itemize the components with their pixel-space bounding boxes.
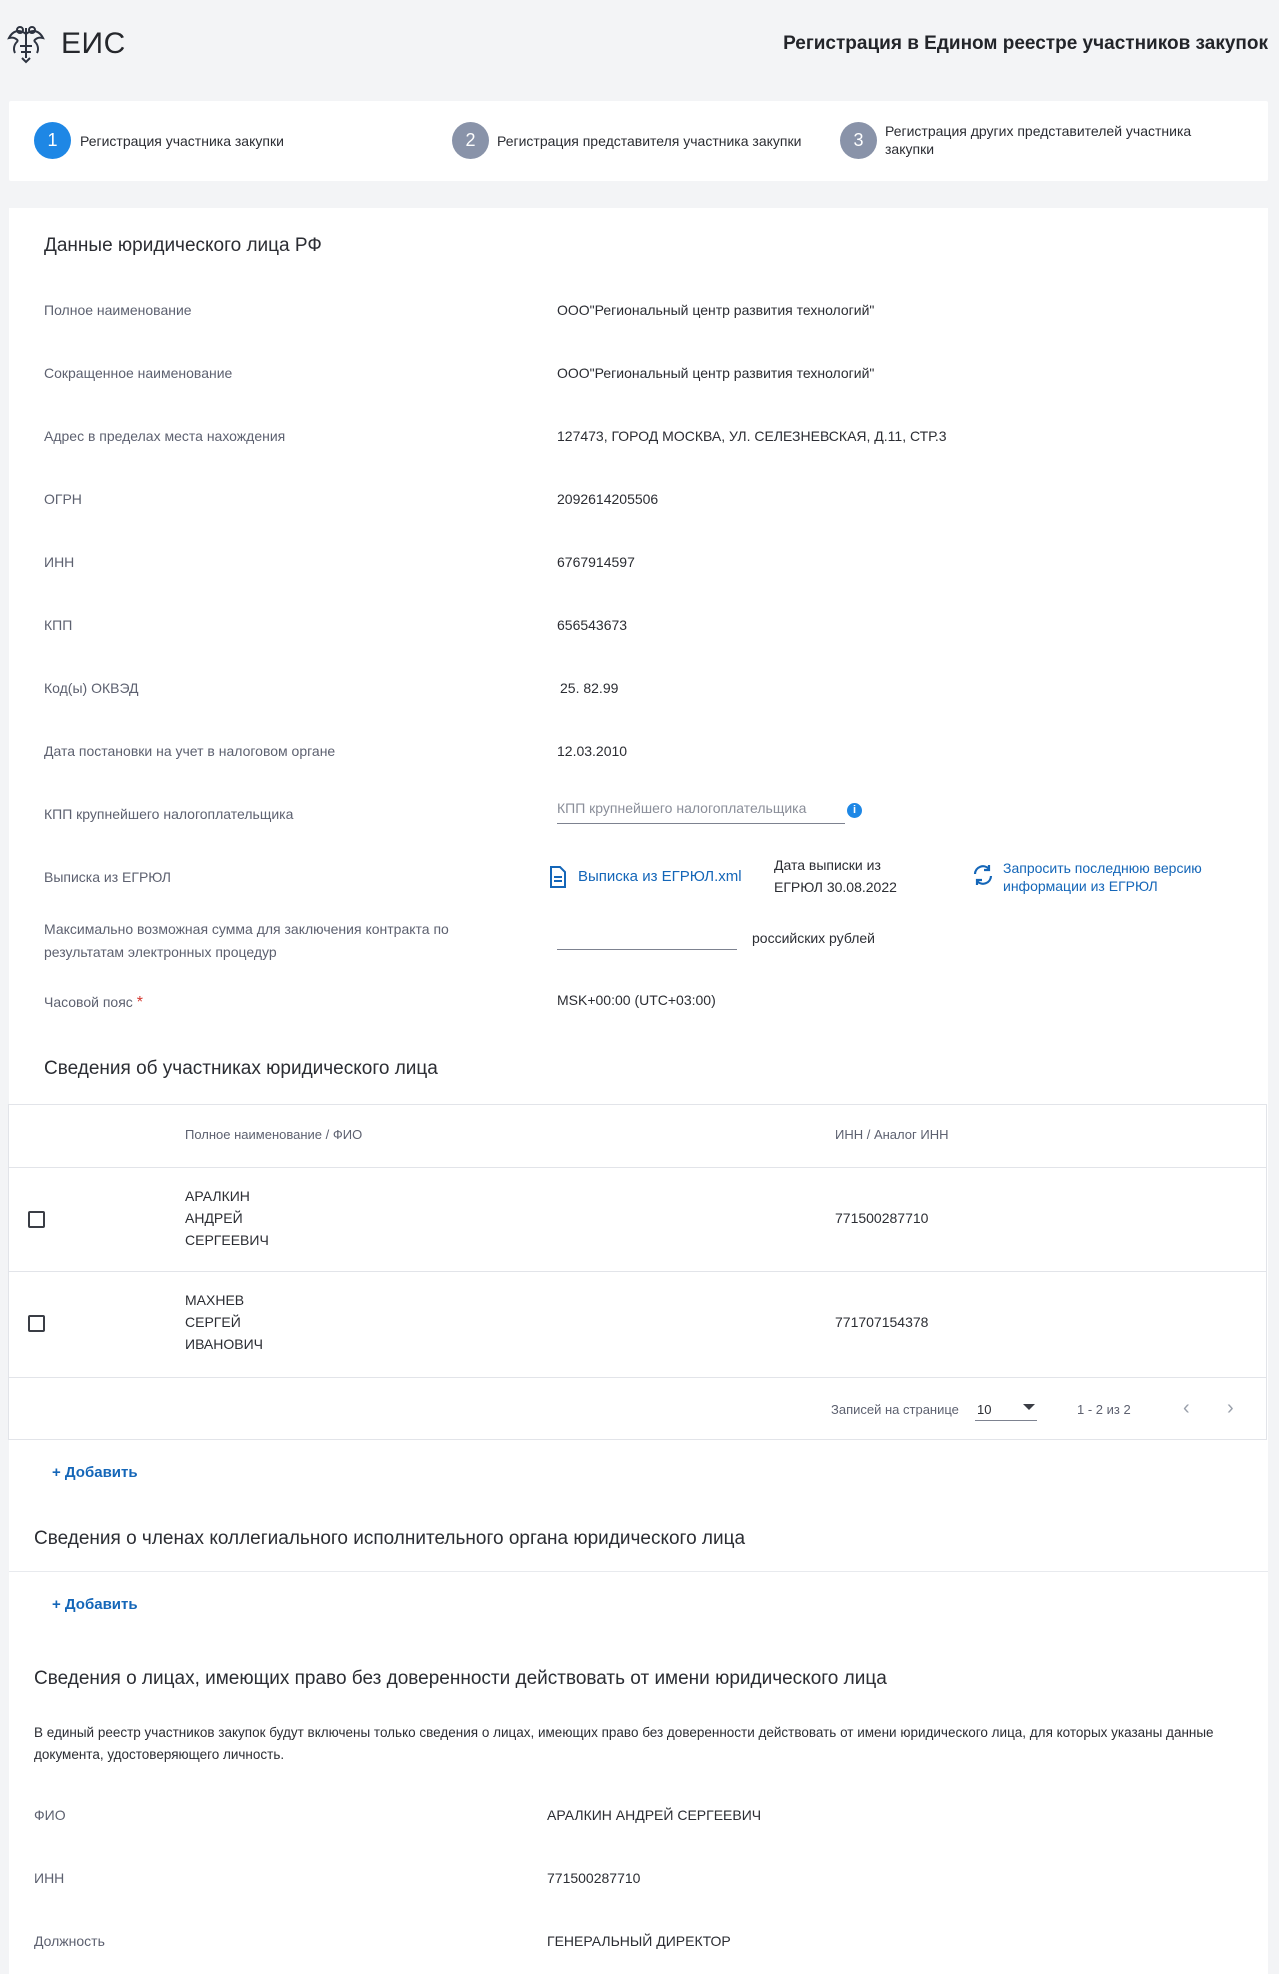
brand-name[interactable]: ЕИС xyxy=(61,27,126,60)
refresh-egrul-link-line1[interactable]: Запросить последнюю версию xyxy=(1003,860,1202,876)
step-1-label[interactable]: Регистрация участника закупки xyxy=(80,133,284,149)
timezone-label-text: Часовой пояс xyxy=(44,994,133,1010)
field-value-timezone[interactable]: MSK+00:00 (UTC+03:00) xyxy=(557,992,716,1008)
document-icon xyxy=(548,865,568,889)
eagle-emblem-icon[interactable] xyxy=(6,22,46,64)
per-page-label: Записей на странице xyxy=(831,1402,959,1417)
field-value-full-name: ООО"Региональный центр развития технологий" xyxy=(557,302,875,318)
field-label-kpp: КПП xyxy=(44,617,73,633)
info-icon[interactable]: i xyxy=(847,803,862,818)
egrul-file-link[interactable]: Выписка из ЕГРЮЛ.xml xyxy=(578,868,742,885)
registration-stepper xyxy=(9,101,1268,181)
field-label-address: Адрес в пределах места нахождения xyxy=(44,428,286,444)
field-label-kpp-largest: КПП крупнейшего налогоплательщика xyxy=(44,806,294,822)
field-value-short-name: ООО"Региональный центр развития технологий" xyxy=(557,365,875,381)
row-checkbox[interactable] xyxy=(28,1211,45,1228)
chevron-down-icon xyxy=(1023,1404,1035,1410)
max-sum-unit: российских рублей xyxy=(752,930,875,946)
participant-name-line3: ИВАНОВИЧ xyxy=(185,1336,264,1352)
egrul-date-line2: ЕГРЮЛ 30.08.2022 xyxy=(774,879,897,895)
chevron-left-icon[interactable]: ‹ xyxy=(1183,1397,1190,1419)
add-participant-button[interactable]: + Добавить xyxy=(52,1464,138,1481)
field-label-full-name: Полное наименование xyxy=(44,302,192,318)
chevron-right-icon[interactable]: › xyxy=(1227,1397,1234,1419)
section-divider xyxy=(9,1571,1268,1572)
field-label-fio: ФИО xyxy=(34,1807,66,1823)
field-value-inn: 6767914597 xyxy=(557,554,635,570)
per-page-select[interactable] xyxy=(975,1397,1037,1421)
refresh-egrul-link-line2[interactable]: информации из ЕГРЮЛ xyxy=(1003,878,1158,894)
page-title: Регистрация в Едином реестре участников закупок xyxy=(783,33,1268,54)
row-checkbox[interactable] xyxy=(28,1315,45,1332)
field-value-fio: АРАЛКИН АНДРЕЙ СЕРГЕЕВИЧ xyxy=(547,1807,762,1823)
field-label-egrul: Выписка из ЕГРЮЛ xyxy=(44,869,171,885)
field-label-inn: ИНН xyxy=(44,554,75,570)
participants-table xyxy=(8,1104,1267,1440)
participant-name-line1: МАХНЕВ xyxy=(185,1292,245,1308)
field-value-kpp: 656543673 xyxy=(557,617,628,633)
step-2-label[interactable]: Регистрация представителя участника закупки xyxy=(497,133,802,149)
field-label-max-sum-line1: Максимально возможная сумма для заключения контракта по xyxy=(44,921,449,937)
participant-name-line2: АНДРЕЙ xyxy=(185,1210,243,1226)
field-label-okved: Код(ы) ОКВЭД xyxy=(44,680,139,696)
egrul-date-line1: Дата выписки из xyxy=(774,857,881,873)
step-3-number[interactable]: 3 xyxy=(840,122,877,159)
per-page-value: 10 xyxy=(977,1402,992,1417)
field-value-address: 127473, ГОРОД МОСКВА, УЛ. СЕЛЕЗНЕВСКАЯ, Д.11, СТР.3 xyxy=(557,428,947,444)
step-3-label[interactable]: Регистрация других представителей участника закупки xyxy=(885,123,1192,157)
add-collegial-member-button[interactable]: + Добавить xyxy=(52,1596,138,1613)
section-title-collegial: Сведения о членах коллегиального исполнительного органа юридического лица xyxy=(34,1528,746,1549)
max-sum-input[interactable] xyxy=(557,922,737,950)
step-1-number[interactable]: 1 xyxy=(34,122,71,159)
field-value-position: ГЕНЕРАЛЬНЫЙ ДИРЕКТОР xyxy=(547,1933,731,1949)
section-title-participants: Сведения об участниках юридического лица xyxy=(44,1058,438,1079)
field-label-authorized-inn: ИНН xyxy=(34,1870,65,1886)
participant-name-line3: СЕРГЕЕВИЧ xyxy=(185,1232,269,1248)
field-label-timezone xyxy=(44,991,143,1014)
section-title-authorized: Сведения о лицах, имеющих право без доверенности действовать от имени юридического лица xyxy=(34,1668,887,1689)
step-2-number[interactable]: 2 xyxy=(452,122,489,159)
participant-inn: 771707154378 xyxy=(835,1314,929,1330)
field-label-max-sum-line2: результатам электронных процедур xyxy=(44,944,277,960)
kpp-largest-input[interactable]: КПП крупнейшего налогоплательщика xyxy=(557,796,845,824)
section-title-legal-entity: Данные юридического лица РФ xyxy=(44,235,322,256)
participant-name-line1: АРАЛКИН xyxy=(185,1188,250,1204)
pagination-range: 1 - 2 из 2 xyxy=(1077,1402,1131,1417)
row-divider xyxy=(9,1271,1266,1272)
participant-inn: 771500287710 xyxy=(835,1210,929,1226)
registration-form xyxy=(9,208,1268,1974)
column-header-name[interactable]: Полное наименование / ФИО xyxy=(185,1127,363,1142)
row-divider xyxy=(9,1167,1266,1168)
authorized-note: В единый реестр участников закупок будут включены только сведения о лицах, имеющих право без доверенности действовать от имени юридического лица, для которых указаны данные документа, удостоверяющего личность. xyxy=(34,1725,1214,1762)
field-value-ogrn: 2092614205506 xyxy=(557,491,659,507)
field-label-short-name: Сокращенное наименование xyxy=(44,365,233,381)
refresh-icon[interactable] xyxy=(971,863,995,887)
app-header xyxy=(0,0,1279,92)
required-marker: * xyxy=(136,994,143,1011)
field-label-tax-registration-date: Дата постановки на учет в налоговом органе xyxy=(44,743,336,759)
participant-name-line2: СЕРГЕЙ xyxy=(185,1314,241,1330)
field-label-ogrn: ОГРН xyxy=(44,491,82,507)
field-value-tax-registration-date: 12.03.2010 xyxy=(557,743,628,759)
field-value-okved: 25. 82.99 xyxy=(560,680,619,696)
column-header-inn[interactable]: ИНН / Аналог ИНН xyxy=(835,1127,949,1142)
field-value-authorized-inn: 771500287710 xyxy=(547,1870,641,1886)
field-label-position: Должность xyxy=(34,1933,105,1949)
row-divider xyxy=(9,1377,1266,1378)
